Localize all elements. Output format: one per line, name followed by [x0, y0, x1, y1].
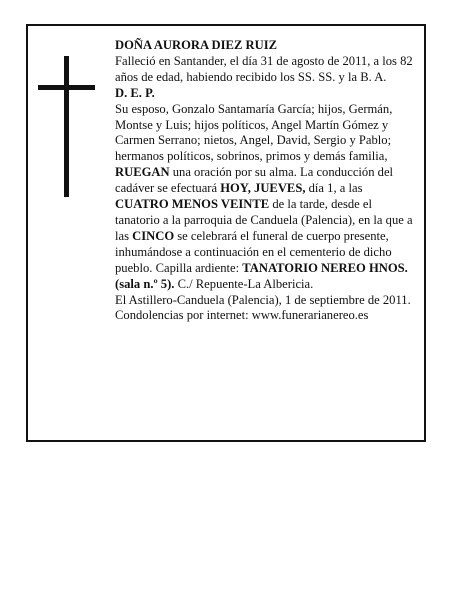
- family-list: Su esposo, Gonzalo Santamaría García; hijos, Germán, Montse y Luis; hijos políticos, Angel Martín Gómez y Carmen Serrano; nietos, Angel, David, Sergio y Pablo; hermanos políticos, sobrinos, primos y demás familia,: [115, 101, 393, 164]
- place-date: El Astillero-Canduela (Palencia), 1 de septiembre de 2011.: [115, 292, 411, 307]
- chapel-label: TANATORIO NEREO HNOS. (sala n.º 5).: [115, 260, 408, 291]
- death-announcement: Falleció en Santander, el día 31 de agosto de 2011, a los 82 años de edad, habiendo recibido los SS. SS. y la B. A.: [115, 53, 413, 84]
- ruegan-label: RUEGAN: [115, 165, 170, 180]
- condolences-line: Condolencias por internet: www.funerarianereo.es: [115, 308, 369, 323]
- funeral-details: [115, 165, 415, 292]
- obituary-text: [115, 38, 415, 324]
- ruegan-text: una oración por su alma. La conducción del cadáver se efectuará: [115, 165, 394, 196]
- funeral-text: se celebrará el funeral de cuerpo presente, inhumándose a continuación en el cementerio de dicho pueblo. Capilla ardiente:: [115, 228, 392, 275]
- time-label: CUATRO MENOS VEINTE: [115, 197, 270, 212]
- day-text: día 1, a las: [305, 181, 363, 196]
- cross-icon-bar: [38, 85, 95, 90]
- procession-text: de la tarde, desde el tanatorio a la parroquia de Canduela (Palencia), en la que a las: [115, 197, 413, 243]
- chapel-address: C./ Repuente-La Albericia.: [174, 276, 314, 291]
- funeral-time-label: CINCO: [132, 228, 175, 243]
- rip-line: D. E. P.: [115, 85, 155, 100]
- day-label: HOY, JUEVES,: [220, 181, 306, 196]
- deceased-name: DOÑA AURORA DIEZ RUIZ: [115, 38, 277, 52]
- cross-icon: [64, 56, 69, 197]
